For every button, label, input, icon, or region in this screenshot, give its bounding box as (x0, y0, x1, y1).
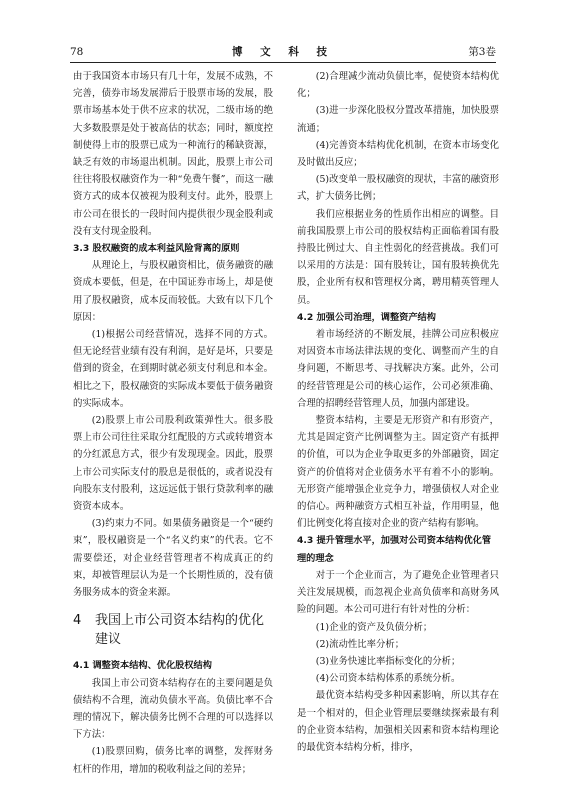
body-paragraph: (2)合理减少流动负债比率，促使资本结构优化； (297, 71, 499, 100)
body-paragraph: 由于我国资本市场只有几十年，发展不成熟，不完善，债券市场发展滞后于股票市场的发展，股票市场基本处于供不应求的状况，二级市场的绝大多数股票是处于被高估的状态；同时，额度控制使得上市的股票已成为一种流行的稀缺资源，缺乏有效的市场退出机制。因此，股票上市公司往往将股权融资作为一种“免费午餐”，而这一融资方式的成本仅被视为股利支付。此外，股票上市公司在很长的一段时间内提供很少现金股利或没有支付现金股利。 (73, 71, 273, 237)
subsection-heading: 4.1 调整资本结构、优化股权结构 (73, 660, 212, 672)
body-paragraph: 我们应根据业务的性质作出相应的调整。目前我国股票上市公司的股权结构正面临着国有股持股比例过大、自主性弱化的经营挑战。我们可以采用的方法是：国有股转让，国有股转换优先股，企业所有权和管理权分离，聘用精英管理人员。 (297, 208, 499, 306)
body-paragraph: (1)股票回购，债务比率的调整，发挥财务杠杆的作用，增加的税收利益之间的差异； (73, 746, 273, 775)
header-rule (70, 62, 496, 63)
body-paragraph: (4)完善资本结构优化机制，在资本市场变化及时做出反应； (297, 139, 499, 169)
body-paragraph: (1)企业的资产及负债分析； (315, 621, 433, 633)
body-paragraph: (2)流动性比率分析； (315, 638, 405, 650)
right-column (297, 68, 499, 756)
subsection-heading: 4.3 提升管理水平，加强对公司资本结构优化管理的理念 (297, 535, 492, 564)
body-paragraph: (3)进一步深化股权分置改革措施，加快股票流通； (297, 105, 499, 134)
journal-name: 博 文 科 技 (232, 46, 334, 58)
body-paragraph: 从理论上，与股权融资相比，债务融资的融资成本要低，但是，在中国证券市场上，却是使用了股权融资，成本反而较低。大致有以下几个原因： (73, 260, 273, 323)
section-title: 我国上市公司资本结构的优化建议 (95, 613, 265, 648)
page-number: 78 (70, 46, 84, 58)
body-paragraph: (2)股票上市公司股利政策弹性大。很多股票上市公司往往采取分红配股的方式或转增资本的分红派息方式，很少有发现现金。因此，股票上市公司实际支付的股息是很低的，或者说没有向股东支付股利，这远远低于银行贷款利率的融资资本成本。 (73, 415, 273, 513)
body-paragraph: 对于一个企业而言，为了避免企业管理者只关注发展规模，而忽视企业高负债率和高财务风险的问题。本公司可进行有针对性的分析： (297, 569, 499, 616)
body-paragraph: 我国上市公司资本结构存在的主要问题是负债结构不合理，流动负债水平高。负债比率不合理的情况下，解决债务比例不合理的可以选择以下方法： (73, 677, 273, 741)
volume-label: 第3卷 (468, 46, 496, 58)
section-number: 4 (73, 613, 82, 629)
body-paragraph: (3)业务快速比率指标变化的分析； (315, 655, 461, 667)
running-header (70, 44, 496, 60)
section-heading (73, 611, 273, 649)
body-paragraph: (5)改变单一股权融资的现状，丰富的融资形式，扩大债务比例； (297, 174, 499, 203)
left-column (73, 68, 273, 778)
body-paragraph: 最优资本结构受多种因素影响，所以其存在是一个相对的，但企业管理层要继续探索最有利的企业资本结构，加强相关因素和资本结构理论的最优资本结构分析，排序， (297, 690, 499, 753)
body-paragraph: (4)公司资本结构体系的系统分析。 (315, 673, 461, 685)
subsection-heading: 3.3 股权融资的成本利益风险背离的原则 (73, 243, 240, 255)
body-paragraph: (3)约束力不同。如果债务融资是一个“硬约束”，股权融资是一个“名义约束”的代表。它不需要偿还，对企业经营管理者不构成真正的约束，却被管理层认为是一个长期性质的，没有债务服务成本的资金来源。 (73, 518, 273, 599)
body-paragraph: 着市场经济的不断发展，挂牌公司应积极应对因资本市场法律法规的变化、调整而产生的自身问题，不断思考、寻找解决方案。此外，公司的经营管理是公司的核心运作，公司必须准确、合理的招聘经营管理人员，加强内部建设。 (297, 329, 499, 409)
subsection-heading: 4.2 加强公司治理，调整资产结构 (297, 311, 436, 323)
body-paragraph: 整资本结构，主要是无形资产和有形资产，尤其是固定资产比例调整为主。固定资产有抵押的价值，可以为企业争取更多的外部融资，固定资产的价值将对企业债务水平有着不小的影响。无形资产能增强企业竞争力，增强债权人对企业的信心。两种融资方式相互补益，作用明显，他们比例变化将直接对企业的资产结构有影响。 (297, 415, 499, 530)
body-paragraph: (1)根据公司经营情况，选择不同的方式。但无论经营业绩有没有利润，是好是坏，只要是借到的资金，在到期时就必须支付利息和本金。相比之下，股权融资的实际成本要低于债务融资的实际成本。 (73, 329, 273, 409)
